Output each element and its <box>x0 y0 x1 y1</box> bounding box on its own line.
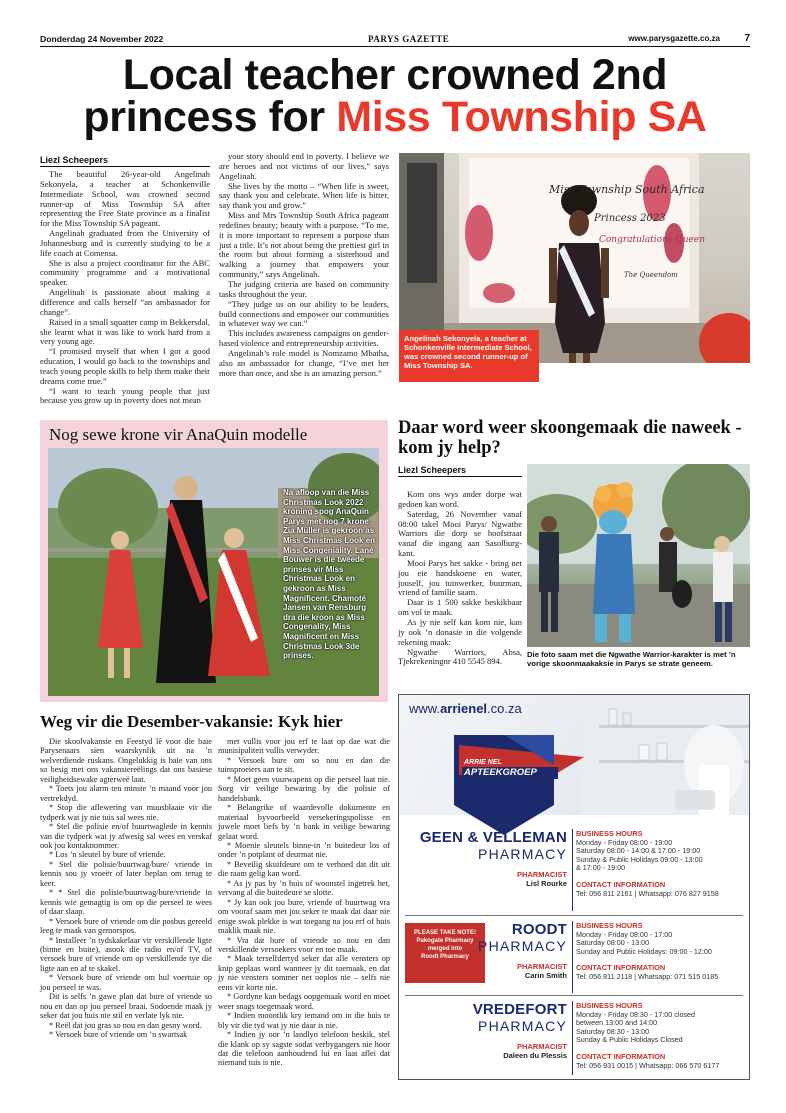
pharmacy-advertisement <box>398 694 750 1080</box>
paragraph: * Vra dat bure of vriende so nou en dan verskillende versoekers voor en toe maak. <box>218 935 390 954</box>
story4-column-2 <box>218 737 390 1068</box>
story1-byline-rule <box>40 166 210 167</box>
pharmacy-separator <box>405 995 743 996</box>
story4-title: Weg vir die Desember-vakansie: Kyk hier <box>40 712 343 731</box>
pharmacy-name-1: VREDEFORT <box>472 1001 567 1018</box>
paragraph: The judging criteria are based on community tasks throughout the year. <box>219 278 389 299</box>
header-rule <box>40 46 750 47</box>
paragraph: met vullis voor jou erf te laat op dae wat die munisipaliteit vullis verwyder. <box>218 737 390 756</box>
paragraph: Angelinah’s role model is Nomzamo Mbatha, also an ambassador for change, “I’ve met her more than once, and she is an amazing person.” <box>219 347 389 378</box>
paragraph: Miss and Mrs Township South Africa pageant redefines beauty; beauty with a purpose. “To me, it is more important to represent a purpose than just a title. It’s not about being the prettiest girl in the room but about forming a sisterhood and walking a journey that empowers your community,” says Angelinah. <box>219 210 389 280</box>
story3-body <box>398 490 522 667</box>
hours-line: & 17:00 - 19:00 <box>576 863 626 873</box>
paragraph: * Installeer ’n tydskakelaar vir verskillende ligte (binne en buite), asook die radio en/of TV, of versoek bure of vriende om op verskillende tye die ligte aan en af te skakel. <box>40 935 212 973</box>
paragraph: This includes awareness campaigns on gender-based violence and entrepreneurship activities. <box>219 328 389 349</box>
paragraph: * Versoek bure of vriende om ’n swartsak <box>49 1030 188 1040</box>
hours-line: Monday - Friday 08:00 - 19:00 <box>576 837 673 847</box>
notice-title: PLEASE TAKE NOTE! <box>414 930 476 936</box>
banner-text-2: Princess 2023 <box>594 213 666 224</box>
paragraph: “I want to teach young people that just because you grow up in poverty does not mean <box>40 385 210 406</box>
paragraph: Angelinah graduated from the University of Johannesburg and is currently studying to be a life coach at Comensa. <box>40 228 210 258</box>
main-headline <box>40 51 750 141</box>
paragraph: * As jy pas by ’n huis of woonstel ingetrek het, vervang al die buitedeure se slotte. <box>218 878 390 898</box>
pharmacy-3-hours <box>576 1002 748 1070</box>
paragraph: your story should end in poverty. I believe we are heroes and not victims of our lives,” says Angelinah. <box>219 151 389 181</box>
url-prefix: www. <box>409 701 441 716</box>
paragraph: * Stop die aflewering van muusblaaie vir die tydperk wat jy nie tuis sal wees nie. <box>40 803 212 822</box>
paragraph: * Toets jou alarm ten minste ’n maand voor jou vertrekdyd. <box>40 784 212 803</box>
paragraph: * Moet geen vuurwapens op die perseel laat nie. Sorg vir veilige bewaring by die polisie of handelsbank. <box>218 774 390 803</box>
paragraph: * Indien moontlik kry iemand om in die huis te bly vir die tyd wat jy nie daar is nie. <box>218 1011 390 1030</box>
story3-byline-rule <box>398 476 522 477</box>
story1-column-2 <box>219 152 389 378</box>
headline-line-2-red: Miss Township SA <box>336 93 707 141</box>
banner-text-4: The Queendom <box>624 271 678 279</box>
notice-line: Pakogate Pharmacy <box>416 938 474 944</box>
hours-label: BUSINESS HOURS <box>576 921 643 930</box>
paragraph: As jy nie self kan kom nie, kan jy ook ’n donasie in die volgende rekening maak: <box>398 616 522 647</box>
issue-date: Donderdag 24 November 2022 <box>40 34 164 44</box>
story3-byline: Liezl Scheepers <box>398 465 467 475</box>
paragraph: Mooi Parys het sakke - bring net jou eie handskoene en water, jouself, jou tuinwerker, buurman, vriend of familie saam. <box>398 557 522 598</box>
paragraph: * Maak terselfdertyd seker dat alle vensters op knip geplaas word wanneer jy dit toemaak, en dat jy nie vensters sommer net ooplos nie – selfs nie eens vir korte nie. <box>218 954 390 992</box>
paragraph: * Moenie sleutels binne-in ’n buitedeur los of onder ’n potplant of deurmat nie. <box>218 840 390 860</box>
paragraph: The beautiful 26-year-old Angelinah Sekonyela, a teacher at Schonkenville Intermediate School, was crowned second runner-up of Miss Township SA after representing the Free State province as a finalist for the Miss Township SA pageant. <box>40 169 210 229</box>
hours-line: Sunday and Public Holidays: 09:00 - 12:00 <box>576 946 712 956</box>
pharmacist-label: PHARMACIST <box>517 870 567 879</box>
headline-line-1: Local teacher crowned 2nd <box>122 51 668 99</box>
paragraph: Saterdag, 26 November vanaf 08:00 takel Mooi Parys/ Ngwathe Warriors die dorp se hoofstraat vanaf die ingang aan Sasolburg-kant. <box>398 508 522 559</box>
hours-line: Sunday & Public Holidays 09:00 - 13:00 <box>576 854 703 864</box>
notice-line: merged into <box>427 946 463 952</box>
hours-line: Saturday 08:30 - 13:00 <box>576 1026 650 1036</box>
pharmacy-divider <box>572 921 573 993</box>
paragraph: * Stel die polisie/buurtwag/bure/ vriende in kennis sou jy vroeër of later beplan om terug te keer. <box>40 859 212 888</box>
notice-line: Roodt Pharmacy <box>421 954 469 960</box>
pharmacy-geen-velleman <box>407 829 567 888</box>
story4-column-1 <box>40 737 212 1040</box>
story1-caption: Angelinah Sekonyela, a teacher at Schonkenville Intermediate School, was crowned second runner-up of Miss Township SA. <box>399 330 539 382</box>
paragraph: “They judge us on our ability to be leaders, build connections and empower our communities in whatever way we can.” <box>219 298 389 329</box>
paragraph: Ngwathe Warriors, Absa, Tjekrekeningnr 410 5545 894. <box>398 646 522 667</box>
contact-label: CONTACT INFORMATION <box>576 963 666 973</box>
paragraph: Angelinah is passionate about making a difference and calls herself “an ambassador for change”. <box>40 287 210 317</box>
headline-line-2-black: princess for <box>83 93 337 141</box>
pharmacist-name: Daleen du Plessis <box>503 1051 567 1060</box>
story2-title: Nog sewe krone vir AnaQuin modelle <box>49 425 308 444</box>
pharmacy-name-2: PHARMACY <box>478 1018 567 1034</box>
hours-label: BUSINESS HOURS <box>576 1001 643 1010</box>
pharmacy-divider <box>572 829 573 911</box>
pharmacy-1-hours <box>576 830 748 898</box>
logo-text-top: ARRIE NEL <box>464 759 502 766</box>
page-number: 7 <box>744 33 750 44</box>
pharmacy-name-2: PHARMACY <box>478 846 567 862</box>
website-url[interactable]: www.parysgazette.co.za <box>628 34 720 43</box>
paragraph: * Versoek bure om so nou en dan die tuinsproeiers aan te sit. <box>218 755 390 775</box>
story3-caption: Die foto saam met die Ngwathe Warrior-karakter is met ’n vorige skoonmaakaksie in Parys se strate geneem. <box>527 650 736 669</box>
paragraph: * Indien jy oor ’n landlyn telefoon beskik, stel die klank op sy sagste sodat verbygangers nie hoor dat die telefoon aanhoudend lui en laat aflei dat niemand tuis is nie. <box>218 1030 390 1068</box>
story3-photo <box>527 464 750 647</box>
paragraph: * Reël dat jou gras so nou en dan gesny word. <box>49 1020 202 1030</box>
paragraph: * Los ’n sleutel by bure of vriende. <box>49 850 166 860</box>
paragraph: * Versoek bure of vriende om die posbus gereeld leeg te maak van gemorspos. <box>40 916 212 936</box>
hours-line: Saturday 08:00 - 14:00 & 17:00 - 19:00 <box>576 846 701 856</box>
hours-line: Monday - Friday 08:30 - 17:00 closed <box>576 1009 696 1019</box>
logo-flag-shape <box>444 735 594 835</box>
cleanup-photo-illustration <box>527 464 750 647</box>
pharmacist-label: PHARMACIST <box>517 1042 567 1051</box>
contact-label: CONTACT INFORMATION <box>576 1051 666 1061</box>
story2-caption: Na afloop van die Miss Christmas Look 2022 kroning spog AnaQuin Parys met nog 7 krone. Zia Müller is gekroon as Miss Christmas Look en Miss Congeniality. Lané Bouwer is die tweede prinses vir Miss Christmas Look en gekroon as Miss Magnificent. Chamoté Jansen van Rensburg dra die kroon as Miss Congenality, Miss Magnificent en Miss Christmas Look 3de prinses. <box>283 488 376 661</box>
ad-website[interactable] <box>409 701 522 716</box>
story1-column-1 <box>40 170 210 406</box>
banner-text-3: Congratulations Queen <box>599 235 706 245</box>
contact-info: Tel: 056 811 2161 | Whatsapp: 076 827 9158 <box>576 888 719 898</box>
contact-info: Tel: 056 931 0015 | Whatsapp: 066 570 6177 <box>576 1060 720 1070</box>
paragraph: “I promised myself that when I got a good education, I would go back to the townships and teach young people skills to help them make their dreams come true.” <box>40 346 210 386</box>
paragraph: She lives by the motto – “When life is sweet, say thank you and celebrate. When life is bitter, say thank you and grow.” <box>219 180 389 211</box>
paragraph: * Jy kan ook jou bure, vriende of buurtwag vra om vooraf saam met jou seker te maak dat daar nie enige swak plekke is wat toegang na jou erf of huis maklik maak nie. <box>218 897 390 936</box>
contact-info: Tel: 056 811 2118 | Whatsapp: 071 515 0185 <box>576 971 719 981</box>
apteekgroep-logo <box>444 735 594 835</box>
paragraph: * Belangrike of waardevolle dokumente en materiaal byvoorbeeld versekeringspolisse en juwele moet liefs by ’n bank in veilige bewaring gelaat word. <box>218 803 390 841</box>
headline-line-2 <box>40 93 750 141</box>
banner-text-1: Miss Township South Africa <box>549 183 705 196</box>
hours-line: Sunday & Public Holidays Closed <box>576 1035 683 1045</box>
pharmacy-divider <box>572 1001 573 1075</box>
paragraph: Die skoolvakansie en Feestyd lê voor die baie Parysenaars sien waarskynlik uit na ’n welverdiende ruskans. Ongelukkig is baie van ons so besig met ons vakansiereëlings dat ons basiese veiligheidsewake agterweë laat. <box>40 737 212 784</box>
story1-byline: Liezl Scheepers <box>40 155 109 165</box>
paragraph: * Gordyne kan bedags oopgemaak word en moet weer snags toegemaak word. <box>218 992 390 1011</box>
pharmacist-label: PHARMACIST <box>517 962 567 971</box>
pharmacy-vredefort <box>407 1001 567 1060</box>
paragraph: Daar is 1 500 sakke beskikbaar om vol te maak. <box>398 597 522 618</box>
paragraph: Kom ons wys ander dorpe wat gedoen kan word. <box>398 489 522 509</box>
url-suffix: .co.za <box>487 701 522 716</box>
pharmacy-name-1: ROODT <box>511 921 567 938</box>
logo-text-bottom: APTEEKGROEP <box>462 767 558 779</box>
url-brand: arrienel <box>440 701 488 716</box>
contact-label: CONTACT INFORMATION <box>576 879 666 889</box>
pharmacist-name: Carin Smith <box>524 971 567 980</box>
hours-line: Monday - Friday 08:00 - 17:00 <box>576 929 673 939</box>
pharmacist-name: Lisl Rourke <box>526 879 567 888</box>
page-header <box>40 34 750 46</box>
paragraph: * Stel die polisie en/of buurtwaglede in kennis van die tydperk wat jy afwesig sal wees en verskaf ook jou kontaknommer. <box>40 822 212 850</box>
story3-title: Daar word weer skoongemaak die naweek - kom jy help? <box>398 418 742 458</box>
pharmacy-name-1: GEEN & VELLEMAN <box>419 829 567 846</box>
pharmacy-2-hours <box>576 922 748 982</box>
paragraph: Dit is selfs ’n gawe plan dat bure of vriende so nou en dan op jou perseel braai. Sodoende maak jy seker dat jou huis nie stil en verlate lyk nie. <box>40 992 212 1021</box>
hours-label: BUSINESS HOURS <box>576 829 643 838</box>
hours-line: Saturday 08:00 - 13:00 <box>576 938 650 948</box>
paragraph: * Beveilig skuifdeure om te verhoed dat dit uit die raam gelig kan word. <box>218 859 390 879</box>
pharmacy-name-2: PHARMACY <box>478 938 567 954</box>
pharmacy-separator <box>405 915 743 916</box>
paragraph: * * Stel die polisie/buurtwag/bure/vriende in kennis wie gemagtig is om op die perseel te wees of daar slaap. <box>40 888 212 917</box>
hours-line: between 13:00 and 14:00 <box>576 1018 658 1028</box>
paragraph: Raised in a small squatter camp in Bekkersdal, she learnt what it was like to work hard from a very young age. <box>40 316 210 347</box>
paragraph: She is also a project coordinator for the ABC community programme and a motivational speaker. <box>40 257 210 288</box>
masthead: PARYS GAZETTE <box>368 34 450 44</box>
paragraph: * Versoek bure of vriende om hul voertuie op jou perseel te was. <box>40 973 212 992</box>
pharmacy-roodt <box>407 921 567 980</box>
